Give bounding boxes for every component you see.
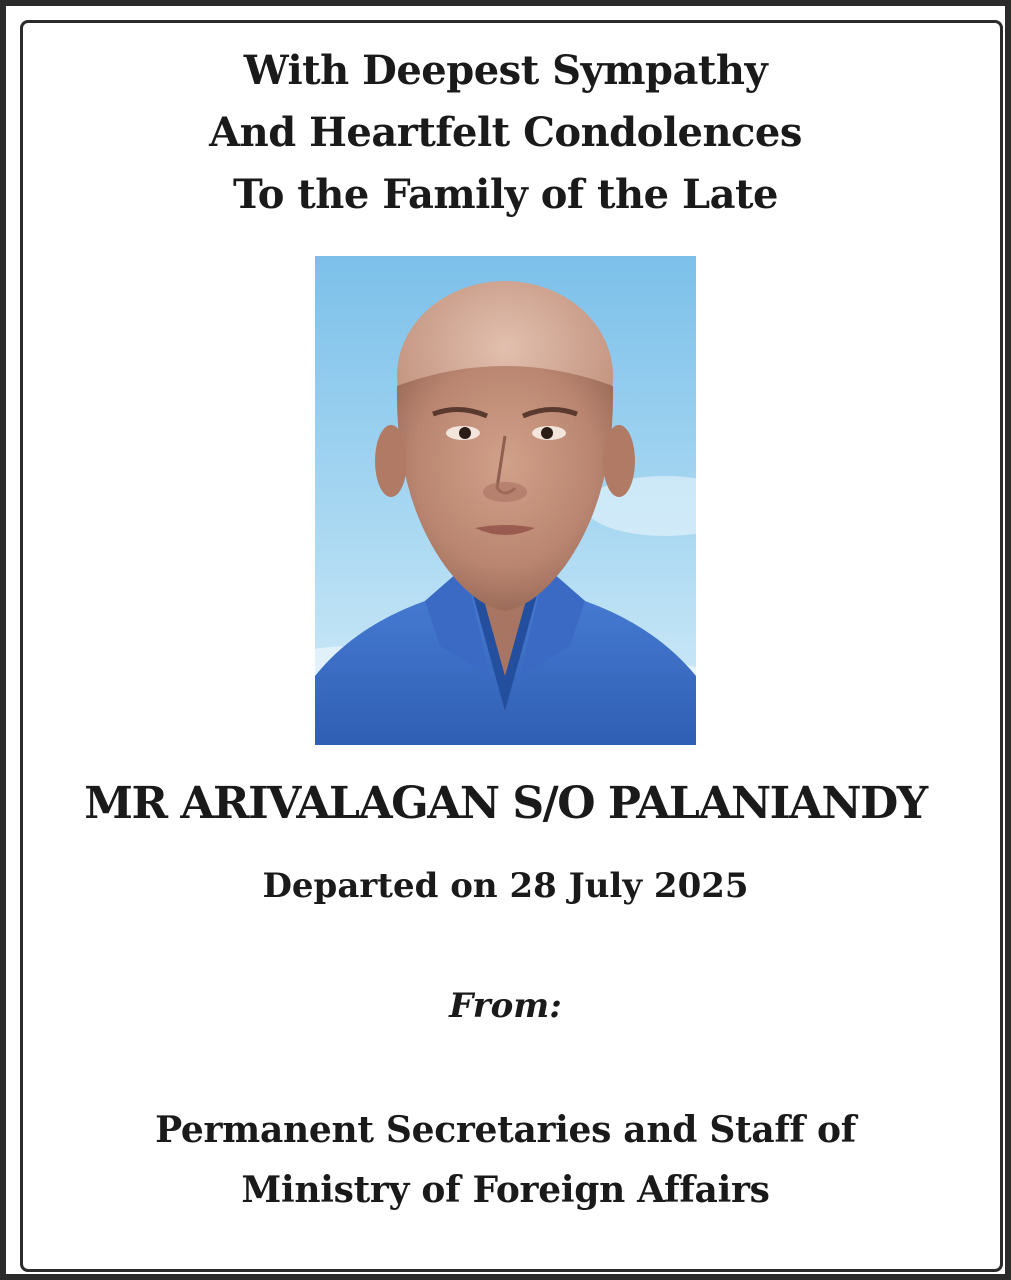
portrait-photo [315, 256, 696, 745]
condolence-heading [0, 40, 1011, 226]
departed-date: Departed on 28 July 2025 [262, 866, 749, 906]
sender-block [0, 1100, 1011, 1220]
heading-line-2: And Heartfelt Condolences [209, 109, 802, 156]
sender-line-2: Ministry of Foreign Affairs [241, 1169, 770, 1211]
sender-line-1: Permanent Secretaries and Staff of [155, 1109, 856, 1151]
heading-line-3: To the Family of the Late [233, 171, 778, 218]
from-label: From: [449, 986, 562, 1026]
deceased-name: MR ARIVALAGAN S/O PALANIANDY [84, 778, 927, 829]
heading-line-1: With Deepest Sympathy [243, 47, 768, 94]
